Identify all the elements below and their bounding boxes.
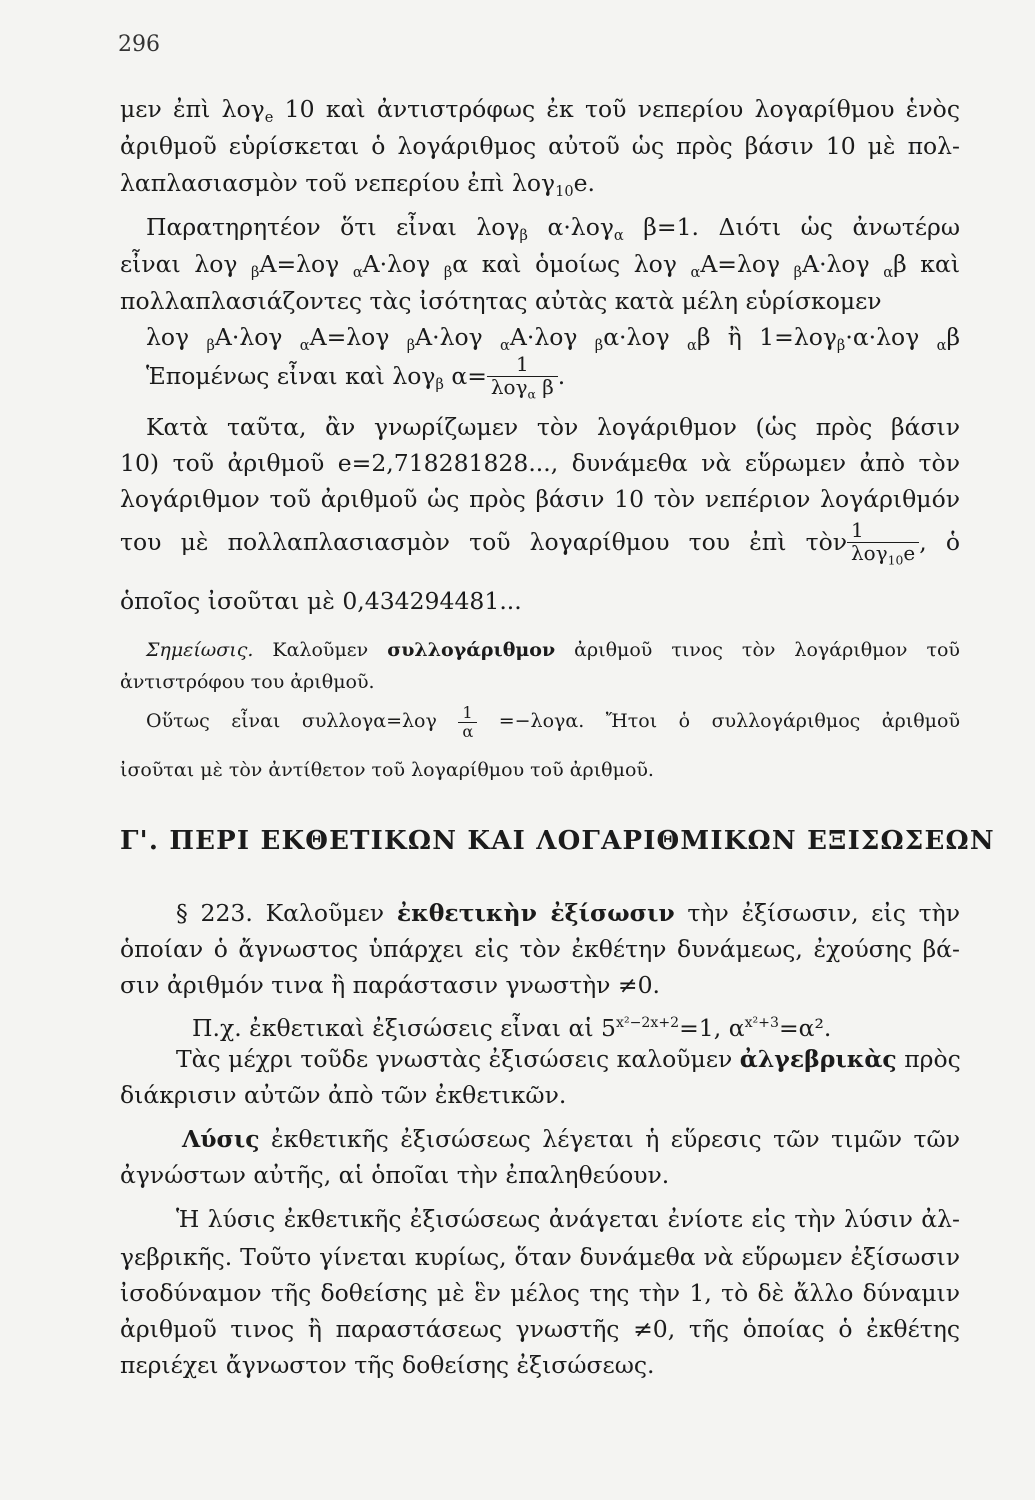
text-line: Λύσις ἐκθετικῆς ἐξισώσεως λέγεται ἡ εὕρεσις τῶν τιμῶν τῶν (182, 1125, 960, 1153)
text-line: § 223. Καλοῦμεν ἐκθετικὴν ἐξίσωσιν τὴν ἐξίσωσιν, εἰς τὴν (176, 899, 960, 927)
text-line: μεν ἐπὶ λογ$_e$ 10 καὶ ἀντιστρόφως ἐκ τοῦ νεπερίου λογαρίθμου ἑνὸς (120, 95, 960, 127)
fraction: $\frac{1}{\lambda o\gamma_\alpha \beta}$ (487, 354, 558, 402)
text-line: Παρατηρητέον ὅτι εἶναι λογ$_\beta$ α·λογ$_\alpha$ β=1. Διότι ὡς ἀνωτέρω (146, 213, 960, 245)
text-line: εἶναι λογ $_\beta$Α=λογ $_\alpha$Α·λογ $_\beta$α καὶ ὁμοίως λογ $_\alpha$Α=λογ $_\beta$Α·λογ $_\alpha$β καὶ (120, 250, 961, 282)
note-line: ἀντιστρόφου του ἀριθμοῦ. (120, 671, 375, 693)
text-line: 10) τοῦ ἀριθμοῦ e=2,718281828..., δυνάμεθα νὰ εὕρωμεν ἀπὸ τὸν (120, 449, 960, 477)
text-line: ἀγνώστων αὐτῆς, αἱ ὁποῖαι τὴν ἐπαληθεύουν. (120, 1161, 670, 1189)
text-line: ὁποῖος ἰσοῦται μὲ 0,434294481... (120, 587, 522, 615)
text-line: πολλαπλασιάζοντες τὰς ἰσότητας αὐτὰς κατὰ μέλη εὑρίσκομεν (120, 287, 882, 315)
equation-line: λογ $_\beta$Α·λογ $_\alpha$Α=λογ $_\beta$Α·λογ $_\alpha$Α·λογ $_\beta$α·λογ $_\alpha$β ἢ 1=λογ$_\beta$·α·λογ $_\alpha$β (146, 323, 961, 355)
fraction: $\frac{1}{\lambda o\gamma_{10}e}$ (847, 520, 919, 568)
equation-line: Ἑπομένως εἶναι καὶ λογ$_\beta$ α= $\frac{1}{\lambda o\gamma_\alpha \beta}$ . (146, 351, 566, 401)
text-line: λογάριθμον τοῦ ἀριθμοῦ ὡς πρὸς βάσιν 10 τὸν νεπέριον λογάριθμόν (120, 485, 960, 513)
text-line: Τὰς μέχρι τοῦδε γνωστὰς ἐξισώσεις καλοῦμεν ἀλγεβρικὰς πρὸς (176, 1045, 961, 1073)
text-line: λαπλασιασμὸν τοῦ νεπερίου ἐπὶ λογ$_{10}$e. (120, 169, 595, 201)
note-label: Σημείωσις. (146, 639, 254, 661)
text-line: ἀριθμοῦ εὑρίσκεται ὁ λογάριθμος αὐτοῦ ὡς πρὸς βάσιν 10 μὲ πολ- (120, 132, 960, 160)
note-line: Σημείωσις. Καλοῦμεν συλλογάριθμον ἀριθμοῦ τινος τὸν λογάριθμον τοῦ (146, 639, 960, 661)
text-line: σιν ἀριθμόν τινα ἢ παράστασιν γνωστὴν ≠0. (120, 971, 661, 999)
text-line: Ἡ λύσις ἐκθετικῆς ἐξισώσεως ἀνάγεται ἐνίοτε εἰς τὴν λύσιν ἀλ- (176, 1205, 960, 1233)
text-line: του μὲ πολλαπλασιασμὸν τοῦ λογαρίθμου του ἐπὶ τὸν $\frac{1}{\lambda o\gamma_{10}e}$ , ὁ (120, 517, 960, 567)
text-line: γεβρικῆς. Τοῦτο γίνεται κυρίως, ὅταν δυνάμεθα νὰ εὕρωμεν ἐξίσωσιν (120, 1243, 960, 1271)
text-line: Κατὰ ταῦτα, ἂν γνωρίζωμεν τὸν λογάριθμον (ὡς πρὸς βάσιν (146, 413, 960, 441)
text-line: ἰσοδύναμον τῆς δοθείσης μὲ ἓν μέλος της τὴν 1, τὸ δὲ ἄλλο δύναμιν (120, 1279, 960, 1307)
note-line: Οὕτως εἶναι συλλογα=λογ $\frac{1}{\alpha}$ =−λογα. Ἤτοι ὁ συλλογάριθμος ἀριθμοῦ (146, 702, 960, 741)
text-line: ἀριθμοῦ τινος ἢ παραστάσεως γνωστῆς ≠0, τῆς ὁποίας ὁ ἐκθέτης (120, 1315, 960, 1343)
text-line: διάκρισιν αὐτῶν ἀπὸ τῶν ἐκθετικῶν. (120, 1081, 567, 1109)
equation-line: Π.χ. ἐκθετικαὶ ἐξισώσεις εἶναι αἱ $5^{x^2-2x+2}=1$, $\alpha^{x^2+3}=\alpha^2$. (192, 1014, 832, 1043)
section-heading: Γ'. ΠΕΡΙ ΕΚΘΕΤΙΚΩΝ ΚΑΙ ΛΟΓΑΡΙΘΜΙΚΩΝ ΕΞΙΣΩΣΕΩΝ (120, 826, 995, 856)
note-line: ἰσοῦται μὲ τὸν ἀντίθετον τοῦ λογαρίθμου τοῦ ἀριθμοῦ. (120, 759, 654, 781)
text-line: περιέχει ἄγνωστον τῆς δοθείσης ἐξισώσεως. (120, 1351, 655, 1379)
text-line: ὁποίαν ὁ ἄγνωστος ὑπάρχει εἰς τὸν ἐκθέτην δυνάμεως, ἐχούσης βά- (120, 935, 960, 963)
fraction: $\frac{1}{\alpha}$ (458, 704, 477, 741)
page-number: 296 (118, 32, 160, 57)
